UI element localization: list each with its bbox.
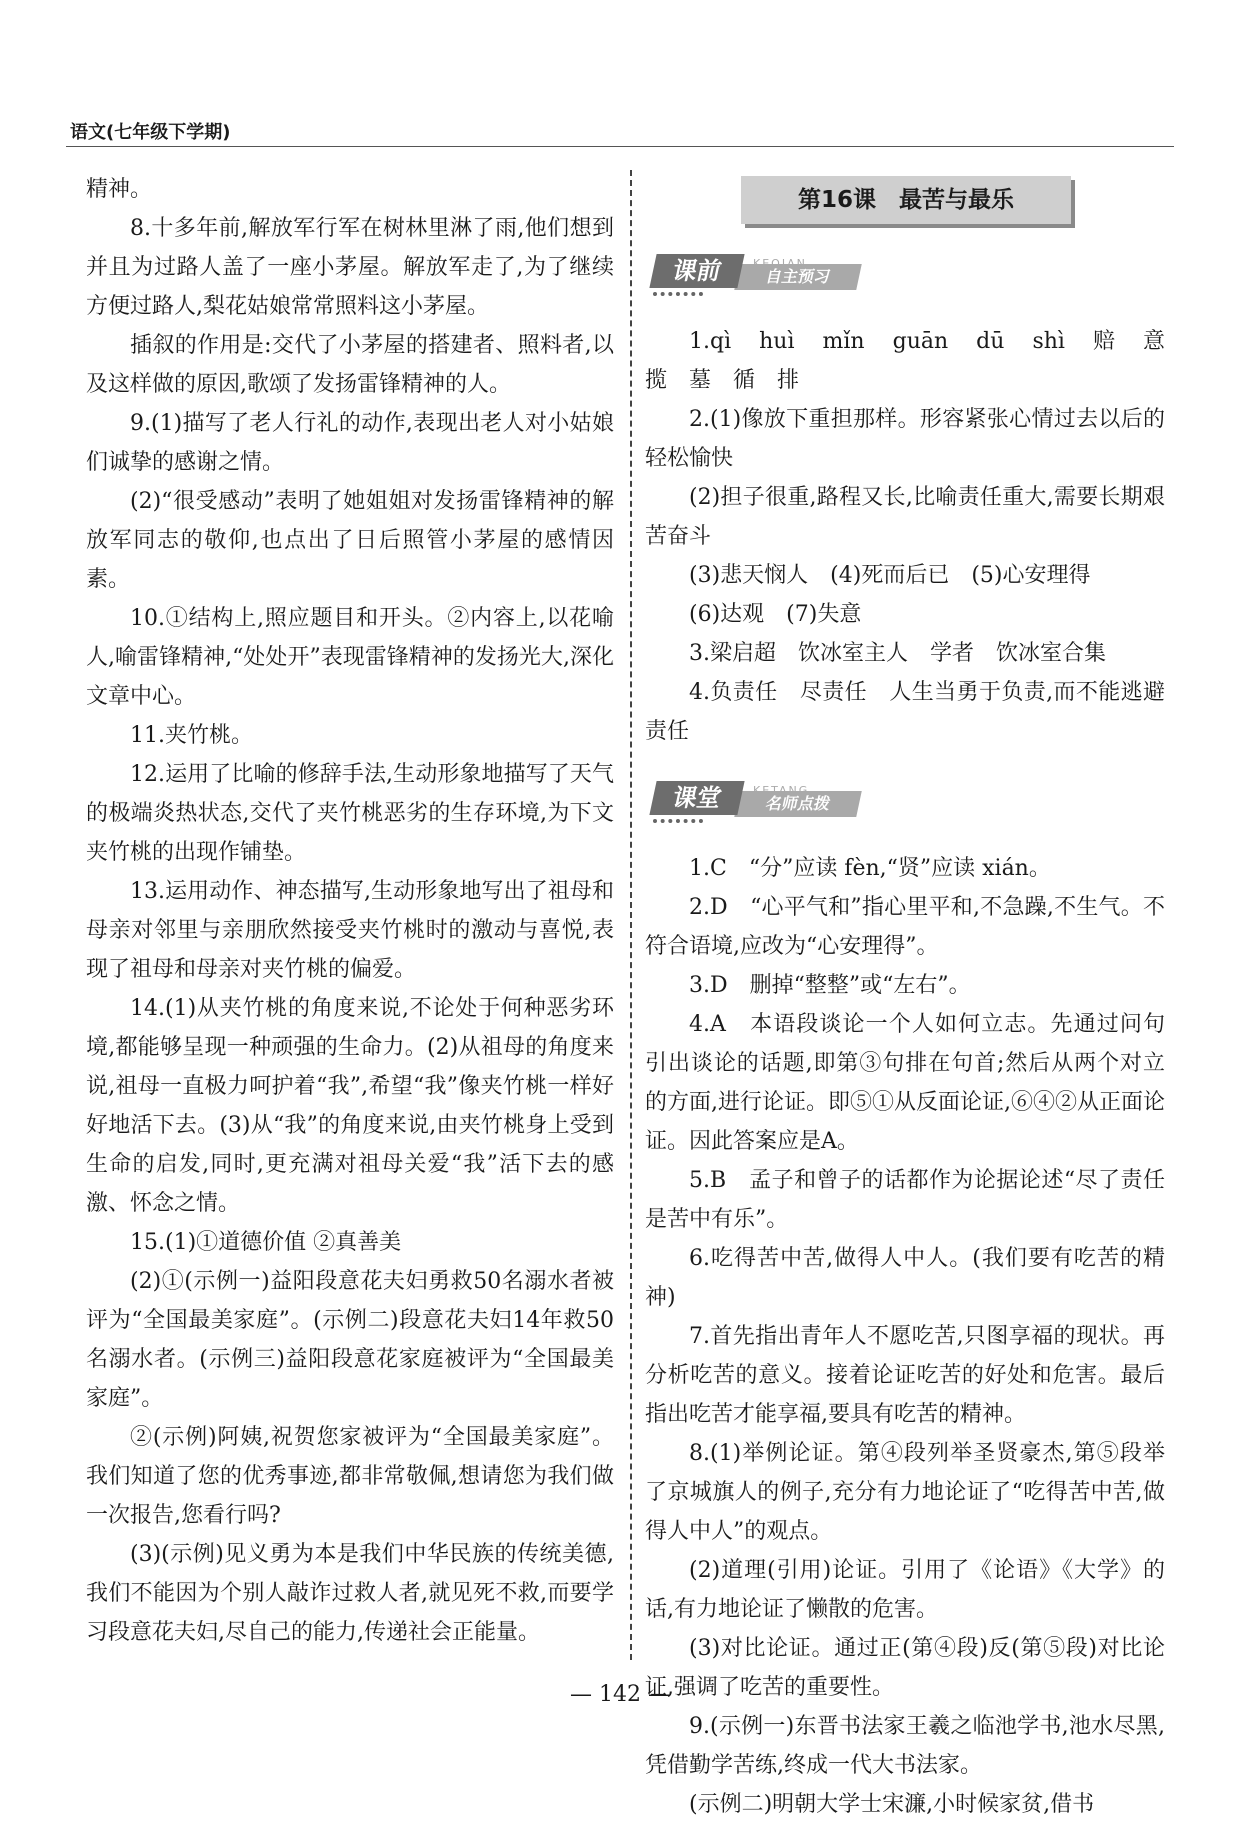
answer-line: 9.(示例一)东晋书法家王羲之临池学书,池水尽黑,凭借勤学苦练,终成一代大书法家。 [645,1714,1165,1778]
running-header: 语文(七年级下学期) [70,122,231,143]
lesson-title: 第16课 最苦与最乐 [741,176,1071,224]
column-divider [630,170,632,1660]
answer-line: (示例二)明朝大学士宋濂,小时候家贫,借书 [689,1792,1095,1817]
answer-line: 5.B 孟子和曾子的话都作为论据论述“尽了责任是苦中有乐”。 [645,1168,1165,1232]
answer-line: 2.(1)像放下重担那样。形容紧张心情过去以后的轻松愉快 [645,407,1165,471]
paragraph: (3)(示例)见义勇为本是我们中华民族的传统美德,我们不能因为个别人敲诈过救人者,就见死不救,而要学习段意花夫妇,尽自己的能力,传递社会正能量。 [86,1542,614,1645]
paragraph: 插叙的作用是:交代了小茅屋的搭建者、照料者,以及这样做的原因,歌颂了发扬雷锋精神的人。 [86,333,614,397]
banner-dots [653,292,703,300]
paragraph: 9.(1)描写了老人行礼的动作,表现出老人对小姑娘们诚挚的感谢之情。 [86,411,614,475]
section-banner-ketang [645,773,1165,831]
paragraph: (2)“很受感动”表明了她姐姐对发扬雷锋精神的解放军同志的敬仰,也点出了日后照管小茅屋的感情因素。 [86,489,614,592]
answer-line: (6)达观 (7)失意 [689,602,862,627]
answer-line: (3)对比论证。通过正(第④段)反(第⑤段)对比论证,强调了吃苦的重要性。 [645,1636,1165,1700]
banner-sub-label: 名师点拨 [734,791,862,817]
paragraph: 15.(1)①道德价值 ②真善美 [130,1230,402,1255]
paragraph: ②(示例)阿姨,祝贺您家被评为“全国最美家庭”。我们知道了您的优秀事迹,都非常敬佩,想请您为我们做一次报告,您看行吗? [86,1425,614,1528]
page-number: — 142 — [570,1682,670,1707]
left-column [86,170,614,1652]
answer-line: 2.D “心平气和”指心里平和,不急躁,不生气。不符合语境,应改为“心安理得”。 [645,895,1165,959]
paragraph: 8.十多年前,解放军行军在树林里淋了雨,他们想到并且为过路人盖了一座小茅屋。解放军走了,为了继续方便过路人,梨花姑娘常常照料这小茅屋。 [86,216,614,319]
paragraph: 10.①结构上,照应题目和开头。②内容上,以花喻人,喻雷锋精神,“处处开”表现雷锋精神的发扬光大,深化文章中心。 [86,606,614,709]
paragraph: 12.运用了比喻的修辞手法,生动形象地描写了天气的极端炎热状态,交代了夹竹桃恶劣的生存环境,为下文夹竹桃的出现作铺垫。 [86,762,614,865]
banner-main-label: 课前 [649,254,744,288]
banner-sub-label: 自主预习 [734,264,862,290]
paragraph: 11.夹竹桃。 [130,723,253,748]
paragraph: (2)①(示例一)益阳段意花夫妇勇救50名溺水者被评为“全国最美家庭”。(示例二)段意花夫妇14年救50名溺水者。(示例三)益阳段意花家庭被评为“全国最美家庭”。 [86,1269,614,1411]
answer-line: 4.A 本语段谈论一个人如何立志。先通过问句引出谈论的话题,即第③句排在句首;然后从两个对立的方面,进行论证。即⑤①从反面论证,⑥④②从正面论证。因此答案应是A。 [645,1012,1165,1154]
answer-line: (3)悲天悯人 (4)死而后已 (5)心安理得 [689,563,1091,588]
header-rule [66,146,1174,147]
right-column [645,170,1188,1824]
answer-line: 8.(1)举例论证。第④段列举圣贤豪杰,第⑤段举了京城旗人的例子,充分有力地论证了“吃得苦中苦,做得人中人”的观点。 [645,1441,1165,1544]
paragraph: 13.运用动作、神态描写,生动形象地写出了祖母和母亲对邻里与亲朋欣然接受夹竹桃时的激动与喜悦,表现了祖母和母亲对夹竹桃的偏爱。 [86,879,614,982]
section-banner-keqian [645,246,1165,304]
answer-line: 1.qì huì mǐn guān dū shì 赔 意 揽 墓 循 排 [645,329,1188,393]
banner-main-label: 课堂 [649,781,744,815]
answer-line: 3.D 删掉“整整”或“左右”。 [689,973,971,998]
paragraph: 精神。 [86,177,153,202]
banner-dots [653,819,703,827]
answer-line: 6.吃得苦中苦,做得人中人。(我们要有吃苦的精神) [645,1246,1165,1310]
paragraph: 14.(1)从夹竹桃的角度来说,不论处于何种恶劣环境,都能够呈现一种顽强的生命力。(2)从祖母的角度来说,祖母一直极力呵护着“我”,希望“我”像夹竹桃一样好好地活下去。(3)从“我”的角度来说,由夹竹桃身上受到生命的启发,同时,更充满对祖母关爱“我”活下去的感激、怀念之情。 [86,996,614,1216]
answer-line: 7.首先指出青年人不愿吃苦,只图享福的现状。再分析吃苦的意义。接着论证吃苦的好处和危害。最后指出吃苦才能享福,要具有吃苦的精神。 [645,1324,1165,1427]
answer-line: (2)担子很重,路程又长,比喻责任重大,需要长期艰苦奋斗 [645,485,1165,549]
answer-line: 4.负责任 尽责任 人生当勇于负责,而不能逃避责任 [645,680,1165,744]
answer-line: 1.C “分”应读 fèn,“贤”应读 xián。 [689,856,1051,881]
answer-line: 3.梁启超 饮冰室主人 学者 饮冰室合集 [689,641,1106,666]
answer-line: (2)道理(引用)论证。引用了《论语》《大学》的话,有力地论证了懒散的危害。 [645,1558,1165,1622]
